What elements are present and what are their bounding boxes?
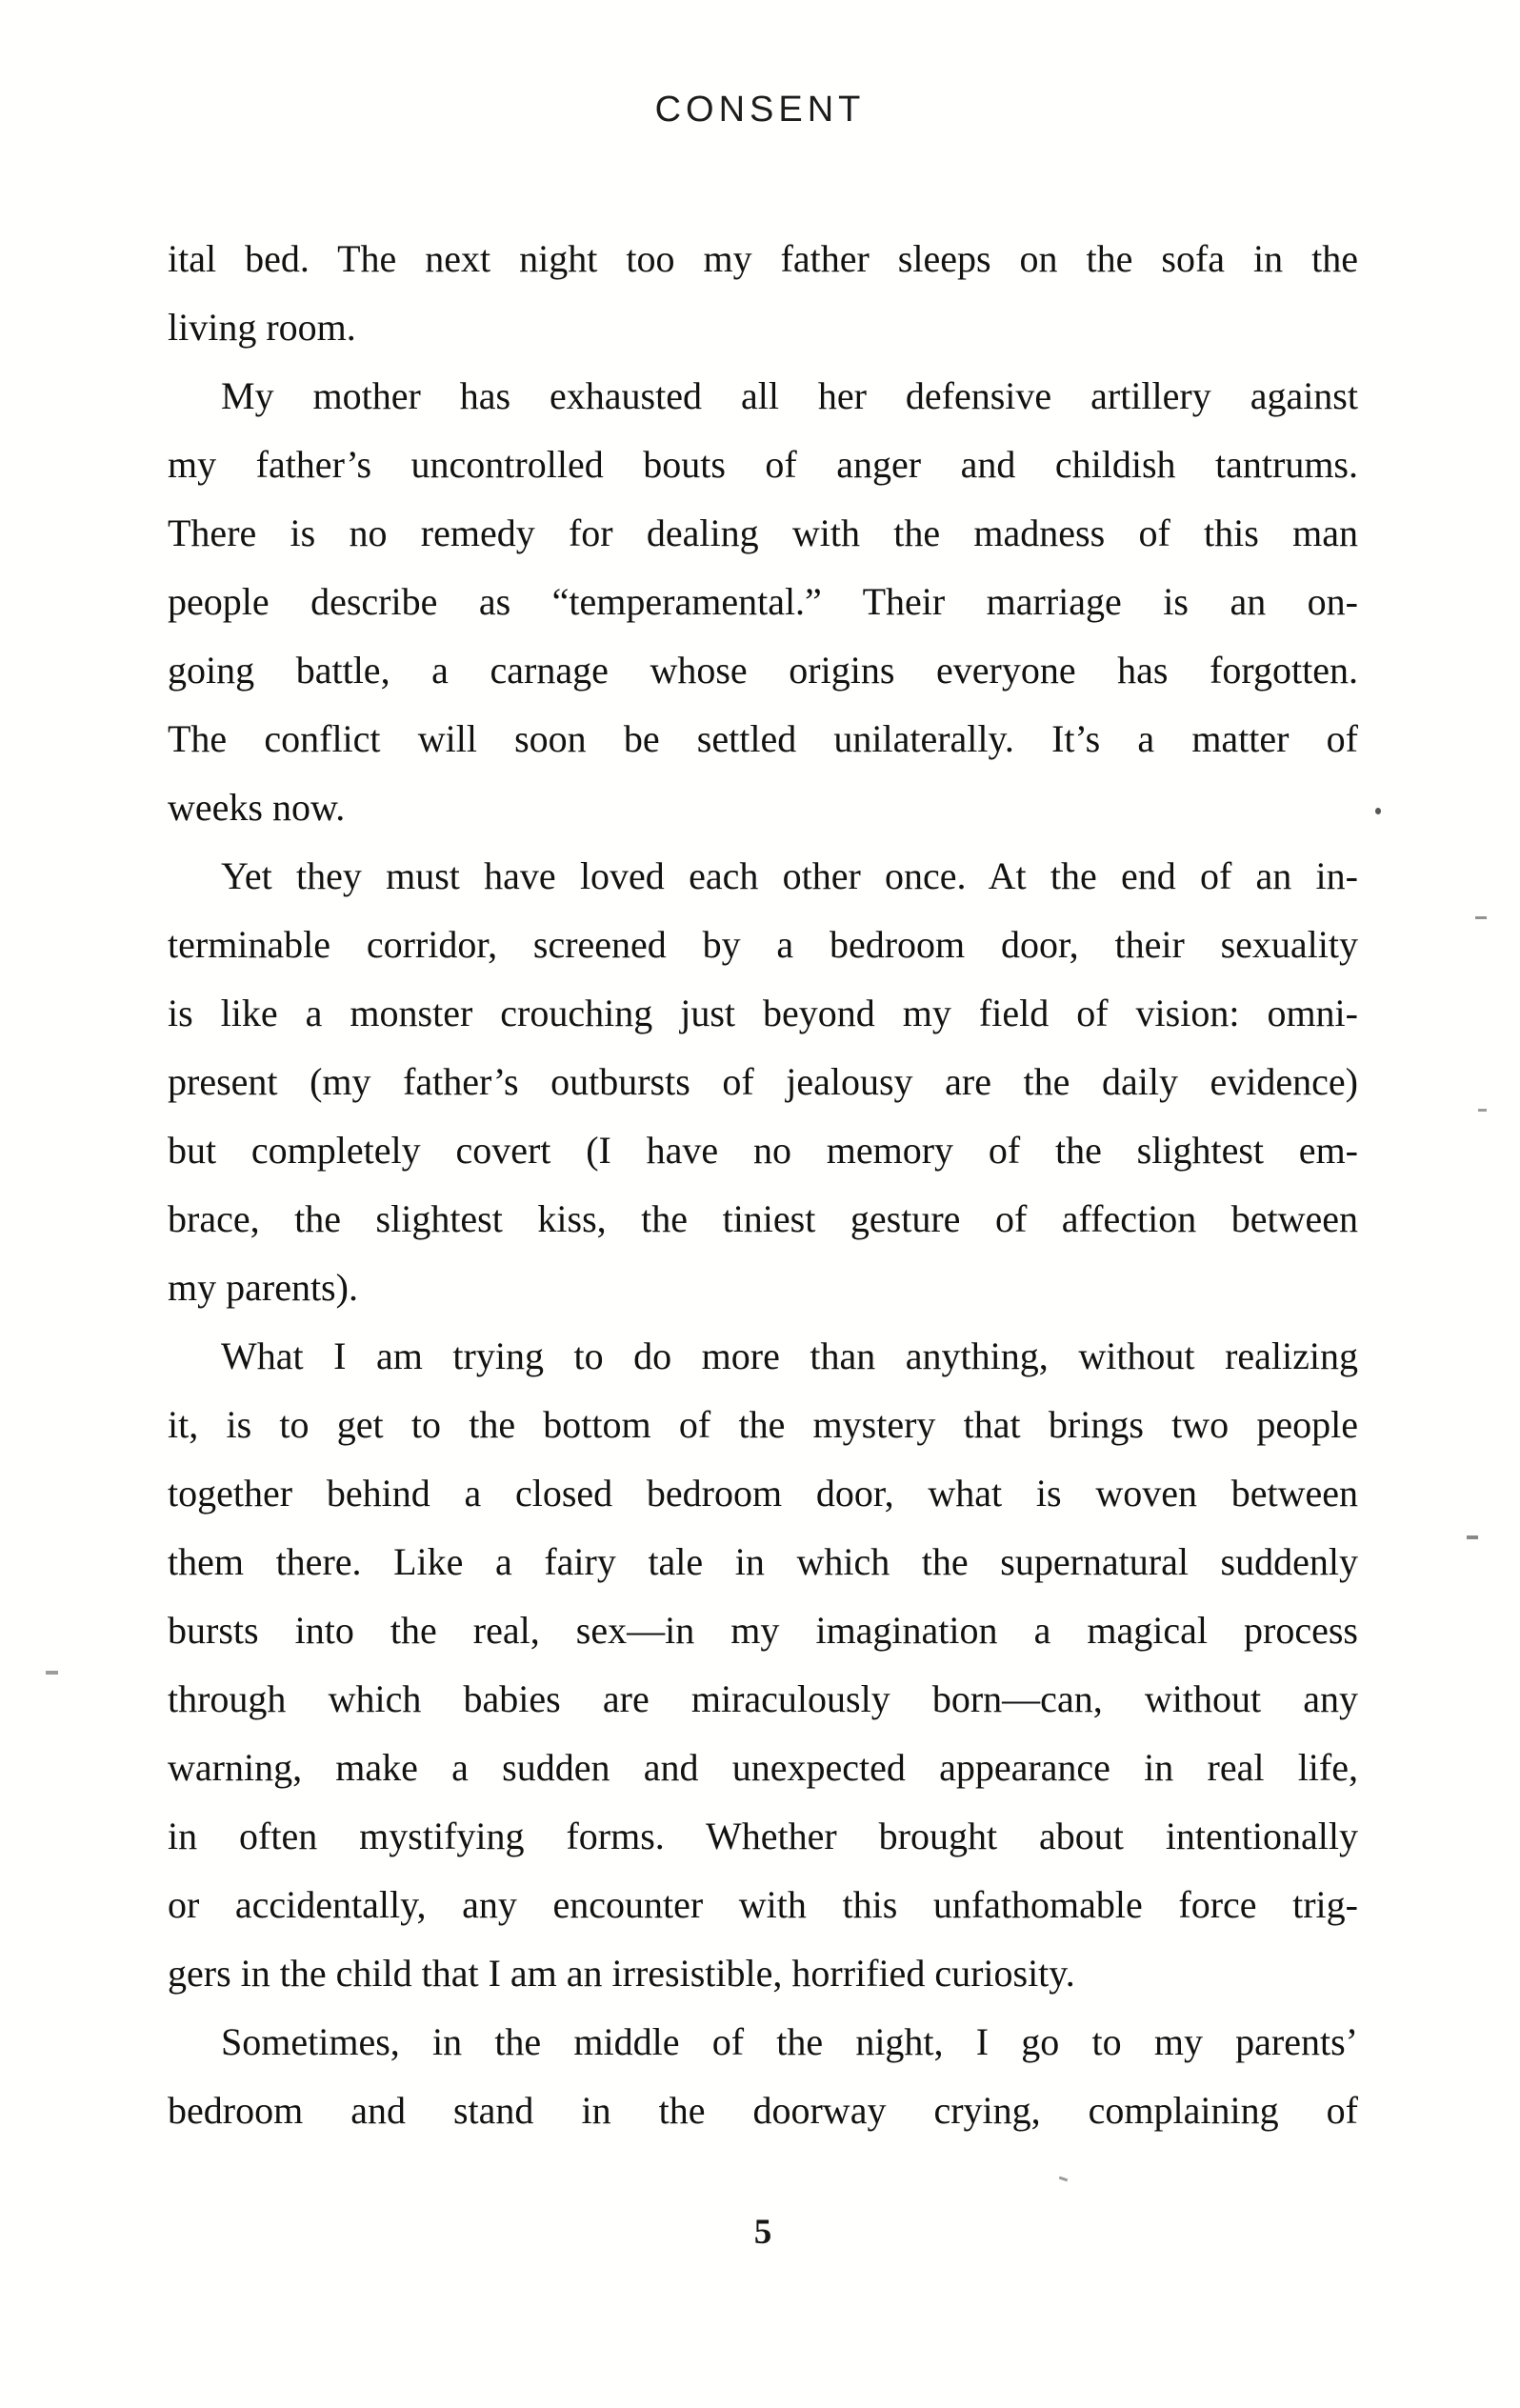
text-line: My mother has exhausted all her defensive artillery against (221, 374, 1358, 417)
text-line: brace, the slightest kiss, the tiniest gesture of affection between (168, 1197, 1358, 1240)
text-line: ital bed. The next night too my father sleeps on the sofa in the (168, 237, 1358, 280)
text-line: through which babies are miraculously born—can, without any (168, 1677, 1358, 1720)
text-line: warning, make a sudden and unexpected appearance in real life, (168, 1746, 1358, 1789)
text-line: my parents). (168, 1266, 358, 1309)
text-line: it, is to get to the bottom of the mystery that brings two people (168, 1403, 1358, 1446)
text-line: going battle, a carnage whose origins everyone has forgotten. (168, 649, 1358, 692)
text-line: present (my father’s outbursts of jealousy are the daily evidence) (168, 1060, 1358, 1103)
text-line: them there. Like a fairy tale in which the supernatural suddenly (168, 1540, 1358, 1583)
text-line: bedroom and stand in the doorway crying, complaining of (168, 2089, 1358, 2132)
scan-artifact (1059, 2177, 1068, 2182)
text-line: Sometimes, in the middle of the night, I go to my parents’ (221, 2020, 1358, 2063)
text-line: or accidentally, any encounter with this unfathomable force trig- (168, 1883, 1358, 1926)
text-line: bursts into the real, sex—in my imagination a magical process (168, 1609, 1358, 1652)
text-line: my father’s uncontrolled bouts of anger and childish tantrums. (168, 443, 1358, 486)
text-line: The conflict will soon be settled unilaterally. It’s a matter of (168, 717, 1358, 760)
text-line: There is no remedy for dealing with the madness of this man (168, 512, 1358, 554)
scan-artifact (1478, 1109, 1487, 1112)
scan-artifact (1467, 1535, 1478, 1539)
text-line: together behind a closed bedroom door, what is woven between (168, 1472, 1358, 1515)
text-line: but completely covert (I have no memory of the slightest em- (168, 1129, 1358, 1172)
text-line: in often mystifying forms. Whether brought about intentionally (168, 1815, 1358, 1857)
text-line: Yet they must have loved each other once. At the end of an in- (221, 854, 1358, 897)
text-line: living room. (168, 306, 356, 349)
scan-artifact (1375, 808, 1381, 814)
text-line: weeks now. (168, 786, 346, 829)
text-column (168, 225, 1358, 2145)
scan-artifact (46, 1671, 58, 1675)
running-head: CONSENT (654, 90, 866, 130)
text-line: is like a monster crouching just beyond my field of vision: omni- (168, 992, 1358, 1034)
page-number: 5 (753, 2213, 772, 2252)
scan-artifact (1475, 916, 1487, 919)
text-line: What I am trying to do more than anything, without realizing (221, 1334, 1358, 1377)
text-line: gers in the child that I am an irresistible, horrified curiosity. (168, 1952, 1075, 1995)
text-line: people describe as “temperamental.” Their marriage is an on- (168, 580, 1358, 623)
text-line: terminable corridor, screened by a bedroom door, their sexuality (168, 923, 1358, 966)
